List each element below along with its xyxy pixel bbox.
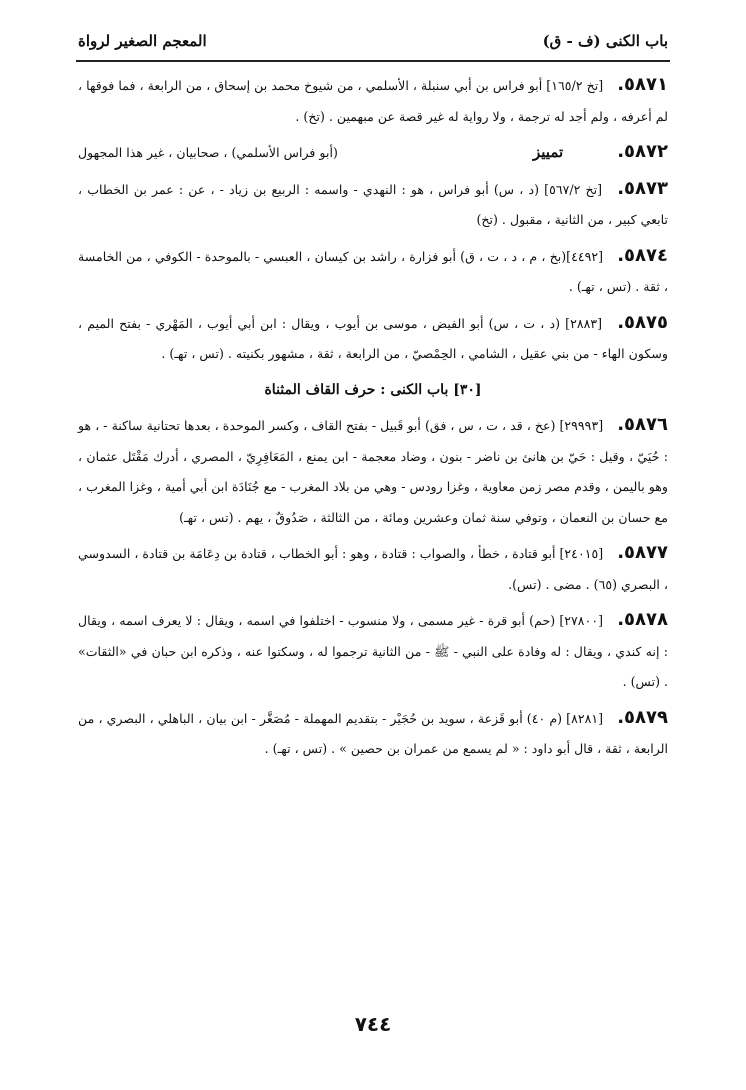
entry-5873 — [78, 174, 668, 236]
entry-text: [تخ ٥٦٧/٢] (د ، س) أبو فراس ، هو : النهدي - واسمه : الربيع بن زياد - ، عن : عمر بن الخطاب ، تابعي كبير ، من الثانية ، مقبول . (تخ) — [78, 181, 668, 227]
entry-5875 — [78, 308, 668, 370]
entry-number: ٥٨٧٩. — [617, 706, 668, 728]
header-book-title: المعجم الصغير لرواة — [78, 32, 207, 50]
entry-5872 — [78, 137, 668, 169]
header-rule — [76, 60, 670, 62]
entry-text: [٢٨٨٣] (د ، ت ، س) أبو الفيض ، موسى بن أيوب ، ويقال : ابن أبي أيوب ، المَهْري - بفتح الميم ، وسكون الهاء - من بني عقيل ، الشامي ، الحِمْصيّ ، من الرابعة ، ثقة ، مشهور بكنيته . (تس ، تهـ) . — [78, 315, 668, 361]
entry-text: [٢٤٠١٥] أبو قتادة ، خطأ ، والصواب : قتادة ، وهو : أبو الخطاب ، قتادة بن دِعَامَة بن قتادة ، السدوسي ، البصري (٦٥) . مضى . (تس). — [78, 546, 668, 592]
entry-5878 — [78, 605, 668, 698]
entry-number: ٥٨٧٢. — [617, 141, 668, 162]
entry-text: [تخ ١٦٥/٢] أبو فراس بن أبي سنبلة ، الأسلمي ، من شيوخ محمد بن إسحاق ، من الرابعة ، فما فوقها ، لم أعرفه ، ولم أجد له ترجمة ، ولا رواية له غير قصة عن مبهمين . (تخ) . — [78, 78, 668, 124]
page-body — [78, 70, 668, 1020]
entry-5879 — [78, 703, 668, 765]
running-header — [78, 26, 668, 56]
entry-number: ٥٨٧٨. — [617, 609, 668, 630]
entry-text: [٨٢٨١] (م ٤٠) أبو قَزعة ، سويد بن حُجَيْر - بتقديم المهملة - مُصَغَّر - ابن بيان ، الباهلي ، البصري ، من الرابعة ، ثقة ، قال أبو داود : « لم يسمع من عمران بن حصين » . (تس ، تهـ) . — [78, 710, 668, 756]
tamyiz-label: تمييز — [533, 143, 564, 161]
entry-number: ٥٨٧٣. — [617, 177, 668, 199]
entry-5871 — [78, 70, 668, 132]
entry-number: ٥٨٧١. — [617, 74, 668, 95]
page-number: ٧٤٤ — [354, 1012, 392, 1036]
entry-5877 — [78, 538, 668, 600]
header-chapter: باب الكنى (ف - ق) — [542, 32, 668, 50]
entry-text: [٢٧٨٠٠] (حم) أبو قرة - غير مسمى ، ولا منسوب - اختلفوا في اسمه ، ويقال : لا يعرف اسمه ، ويقال : إنه كندي ، ويقال : له وفادة على النبي - ﷺ - من الثانية ترجموا له ، وسكتوا عنه ، وذكره ابن حبان في «الثقات» . (تس) . — [78, 613, 668, 689]
section-heading: [٣٠] باب الكنى : حرف القاف المثناة — [264, 381, 482, 398]
entry-text: [٤٤٩٢](بخ ، م ، د ، ت ، ق) أبو فزارة ، راشد بن كيسان ، العبسي - بالموحدة - الكوفي ، من الخامسة ، ثقة . (تس ، تهـ) . — [78, 248, 668, 294]
entry-text: [٢٩٩٩٣] (عخ ، قد ، ت ، س ، فق) أبو قَبيل - بفتح القاف ، وكسر الموحدة ، بعدها تحتانية ساكنة - ، هو : حُيَيّ ، وقيل : حَيّ بن هانئ بن ناضر - بنون ، وضاد معجمة - ابن يمنع ، المَعَافِرِيّ ، المصري ، أدرك مَقْتَل عثمان ، وهو باليمن ، وقدم مصر زمن معاوية ، وغزا رودس - وهي من بلاد المغرب - مع جُنَادَة ابن أبي أمية ، وغزا المغرب ، مع حسان بن النعمان ، وتوفي سنة ثمان وعشرين ومائة ، من الثالثة ، صَدُوقٌ ، يهم . (تس ، تهـ) — [78, 418, 668, 525]
entry-text: (أبو فراس الأسلمي) ، صحابيان ، غير هذا المجهول — [78, 145, 338, 160]
entry-5876 — [78, 410, 668, 533]
entry-number: ٥٨٧٦. — [617, 414, 668, 435]
entry-5874 — [78, 241, 668, 303]
entry-number: ٥٨٧٧. — [617, 542, 668, 563]
entry-number: ٥٨٧٤. — [617, 244, 668, 266]
entry-number: ٥٨٧٥. — [617, 311, 668, 333]
